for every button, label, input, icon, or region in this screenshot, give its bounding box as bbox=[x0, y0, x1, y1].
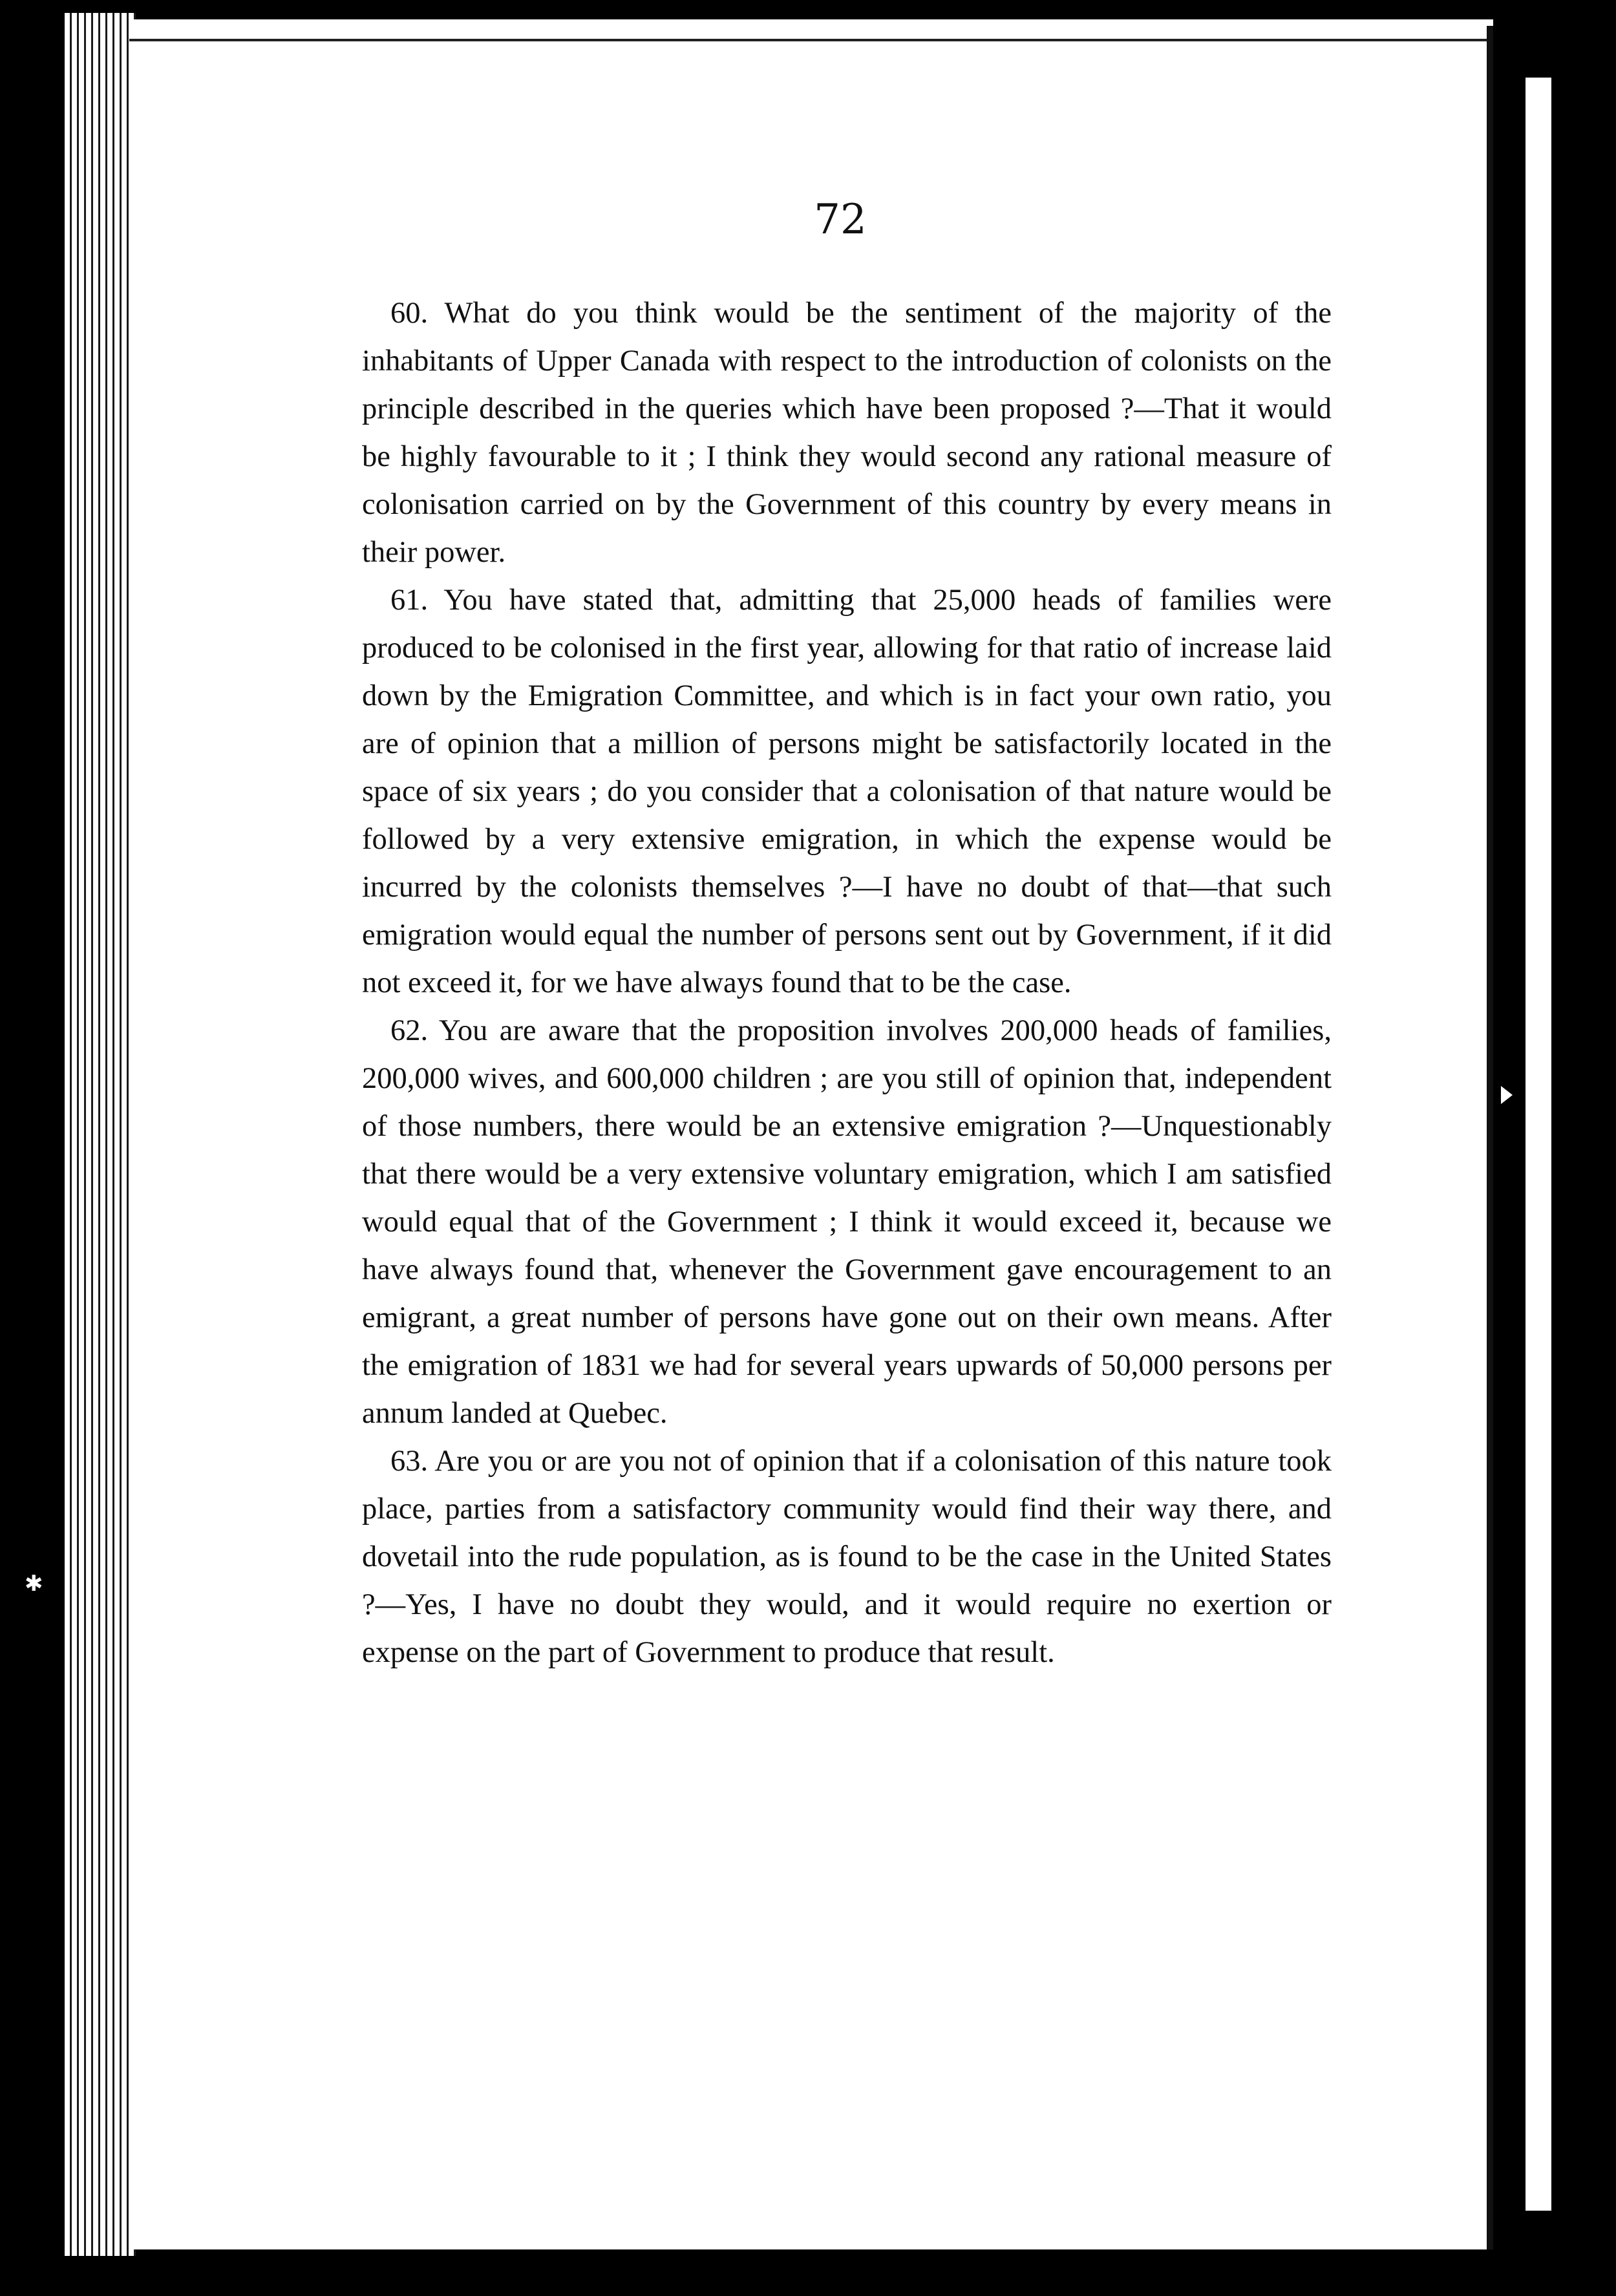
page-number: 72 bbox=[814, 196, 867, 244]
paragraph-number: 63. bbox=[390, 1445, 429, 1478]
paragraph-number: 60. bbox=[390, 297, 429, 330]
paragraph-text: You are aware that the proposition involves 200,000 heads of families, 200,000 wives, and 600,000 children ; are you still of opinion that, independent of those numbers, there would be an extensive emigration ?—Unquestionably that there would be a very extensive voluntary emigration, which I am satisfied would equal that of the Government ; I think it would exceed it, because we have always found that, whenever the Government gave encouragement to an emigrant, a great number of persons have gone out on their own means. After the emigration of 1831 we had for several years upwards of 50,000 persons per annum landed at Quebec. bbox=[362, 1014, 1332, 1430]
paragraph-text: Are you or are you not of opinion that if a colonisation of this nature took place, parties from a satisfactory community would find their way there, and dovetail into the rude population, as is found to be the case in the United States ?—Yes, I have no doubt they would, and it would require no exertion or expense on the part of Government to produce that result. bbox=[362, 1445, 1332, 1669]
paragraph-60 bbox=[362, 290, 1332, 577]
facing-page-edge bbox=[1526, 78, 1551, 2211]
book-page-edges bbox=[65, 13, 136, 2256]
page-gutter-line bbox=[1487, 26, 1493, 2249]
paragraph-number: 61. bbox=[390, 584, 429, 617]
body-text bbox=[362, 290, 1332, 1677]
paragraph-63 bbox=[362, 1438, 1332, 1677]
paragraph-62 bbox=[362, 1007, 1332, 1438]
paragraph-number: 62. bbox=[390, 1014, 429, 1047]
edge-arrow-icon bbox=[1501, 1086, 1513, 1104]
paragraph-61 bbox=[362, 577, 1332, 1007]
paragraph-text: What do you think would be the sentiment of the majority of the inhabitants of Upper Canada with respect to the introduction of colonists on the principle described in the queries which have been proposed ?—That it would be highly favourable to it ; I think they would second any rational measure of colonisation carried on by the Government of this country by every means in their power. bbox=[362, 297, 1332, 569]
scan-right-margin bbox=[1493, 0, 1616, 2296]
scan-speck-icon: ✱ bbox=[25, 1571, 43, 1597]
paragraph-text: You have stated that, admitting that 25,000 heads of families were produced to be colonised in the first year, allowing for that ratio of increase laid down by the Emigration Committee, and which is in fact your own ratio, you are of opinion that a million of persons might be satisfactorily located in the space of six years ; do you consider that a colonisation of that nature would be followed by a very extensive emigration, in which the expense would be incurred by the colonists themselves ?—I have no doubt of that—that such emigration would equal the number of persons sent out by Government, if it did not exceed it, for we have always found that to be the case. bbox=[362, 584, 1332, 999]
top-border-line bbox=[129, 39, 1493, 41]
